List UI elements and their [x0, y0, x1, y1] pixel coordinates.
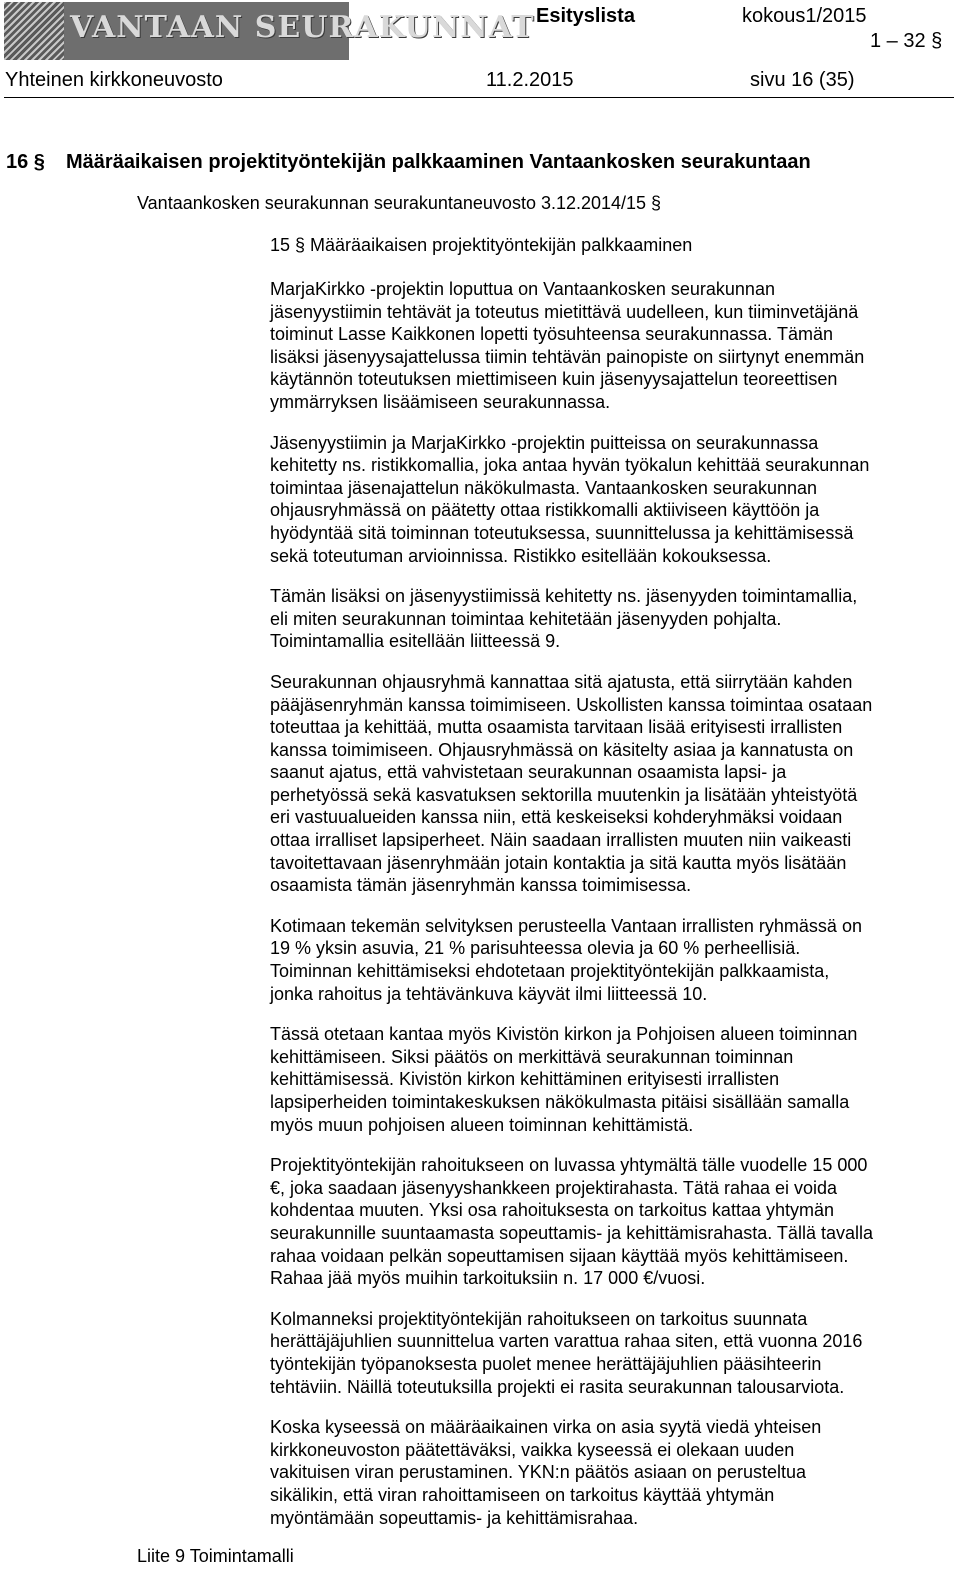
- section-number: 16 §: [6, 151, 45, 173]
- document-type: Esityslista: [536, 5, 635, 27]
- paragraph: Kotimaan tekemän selvityksen perusteella Vantaan irrallisten ryhmässä on 19 % yksin asuvia, 21 % parisuhteessa olevia ja 60 % perheellisiä. Toiminnan kehittämiseksi ehdotetaan projektityöntekijän palkkaamista, jonka rahoitus ja tehtävänkuva käyvät ilmi liitteessä 10.: [270, 915, 862, 1004]
- section-heading: [6, 151, 811, 174]
- logo-emblem-icon: [4, 2, 64, 60]
- paragraph: Seurakunnan ohjausryhmä kannattaa sitä ajatusta, että siirrytään kahden pääjäsenryhmän kanssa toimimiseen. Uskollisten kanssa toimintaa osataan toteuttaa ja kehittää, mutta osaamista tarvitaan lisää erityisesti irrallisten kanssa toimimiseen. Ohjausryhmässä on käsitelty asiaa ja kannatusta on saanut ajatus, että vahvistetaan seurakunnan osaamista lapsi- ja perhetyössä sekä kasvatuksen sektorilla muutenkin ja lisätään yhteistyötä eri vastuualueiden kanssa niin, että keskeiseksi kohderyhmäksi voidaan ottaa irralliset lapsiperheet. Näin saadaan irrallisten muuten niin vaikeasti tavoitettavaan jäsenryhmään jotain kontaktia ja sitä kautta myös lisätään osaamista tämän jäsenryhmän kanssa toimimisessa.: [270, 671, 873, 896]
- paragraph: Tämän lisäksi on jäsenyystiimissä kehitetty ns. jäsenyyden toimintamallia, eli miten seurakunnan toimintaa kehitetään jäsenyyden pohjalta. Toimintamallia esitellään liitteessä 9.: [270, 586, 858, 652]
- meeting-number: kokous1/2015: [742, 5, 867, 27]
- paragraph: Koska kyseessä on määräaikainen virka on asia syytä viedä yhteisen kirkkoneuvoston päätettäväksi, vaikka kyseessä ei olekaan uuden vakituisen viran perustaminen. YKN:n päätös asiaan on perusteltua sikälikin, että viran rahoittamiseen on tarkoitus käyttää yhtymän myöntämään sopeuttamis- ja kehittämisrahaa.: [270, 1417, 822, 1528]
- body-text: [270, 278, 958, 1547]
- paragraph: MarjaKirkko -projektin loputtua on Vantaankosken seurakunnan jäsenyystiimin tehtävät ja toteutus mietittävä uudelleen, kun tiiminvetäjänä toiminut Lasse Kaikkonen lopetti työsuhteensa seurakunnassa. Tämän lisäksi jäsenyysajattelussa tiimin tehtävän painopiste on siirtynyt enemmän käytännön toteutuksen miettimiseen kuin jäsenyysajattelun teoreettisen ymmärryksen lisäämiseen seurakunnassa.: [270, 279, 865, 412]
- item-title: 15 § Määräaikaisen projektityöntekijän palkkaaminen: [270, 235, 693, 255]
- meeting-date: 11.2.2015: [486, 69, 574, 91]
- paragraph: Tässä otetaan kantaa myös Kivistön kirkon ja Pohjoisen alueen toiminnan kehittämiseen. Siksi päätös on merkittävä seurakunnan toiminnan kehittämisessä. Kivistön kirkon kehittäminen erityisesti irrallisten lapsiperheiden toimintakeskuksen näkökulmasta pitäisi sisällään samalla myös muun pohjoisen alueen toiminnan kehittämistä.: [270, 1024, 858, 1135]
- logo-wordmark: VANTAAN SEURAKUNNAT: [70, 10, 535, 45]
- paragraph: Kolmanneksi projektityöntekijän rahoitukseen on tarkoitus suunnata herättäjäjuhlien suunnittelua varten varattua rahaa siten, että vuonna 2016 työntekijän työpanoksesta puolet menee herättäjäjuhlien pääsihteerin tehtäviin. Näillä toteutuksilla projekti ei rasita seurakunnan talousarviota.: [270, 1308, 863, 1397]
- paragraph: Projektityöntekijän rahoitukseen on luvassa yhtymältä tälle vuodelle 15 000 €, joka saadaan jäsenyyshankkeen projektirahasta. Tätä rahaa ei voida kohdentaa muuten. Yksi osa rahoituksesta on tarkoitus kattaa yhtymän seurakunnille suuntaamasta sopeuttamis- ja kehittämisrahasta. Tällä tavalla rahaa voidaan pelkän sopeuttamisen sijaan käyttää myös kehittämiseen. Rahaa jää myös muihin tarkoituksiin n. 17 000 €/vuosi.: [270, 1155, 873, 1289]
- header-divider: [4, 97, 954, 98]
- paragraph: Jäsenyystiimin ja MarjaKirkko -projektin puitteissa on seurakunnassa kehitetty ns. ristikkomallia, joka antaa hyvän työkalun kehittää seurakunnan toimintaa jäsenajattelun näkökulmasta. Vantaankosken seurakunnan ohjausryhmässä on päätetty ottaa ristikkomalli aktiiviseen käyttöön ja hyödyntää sitä toiminnan toteutuksessa, suunnittelussa ja kehittämisessä sekä toteutuman arvioinnissa. Ristikko esitellään kokouksessa.: [270, 432, 870, 566]
- organization-name: Yhteinen kirkkoneuvosto: [5, 69, 223, 91]
- section-title: Määräaikaisen projektityöntekijän palkkaaminen Vantaankosken seurakuntaan: [66, 151, 811, 173]
- page-section-range: 1 – 32 §: [870, 30, 943, 52]
- attachment-reference: Liite 9 Toimintamalli: [137, 1546, 294, 1566]
- page-number: sivu 16 (35): [750, 69, 855, 91]
- source-reference: Vantaankosken seurakunnan seurakuntaneuvosto 3.12.2014/15 §: [137, 193, 662, 213]
- vantaan-seurakunnat-logo: [4, 2, 535, 60]
